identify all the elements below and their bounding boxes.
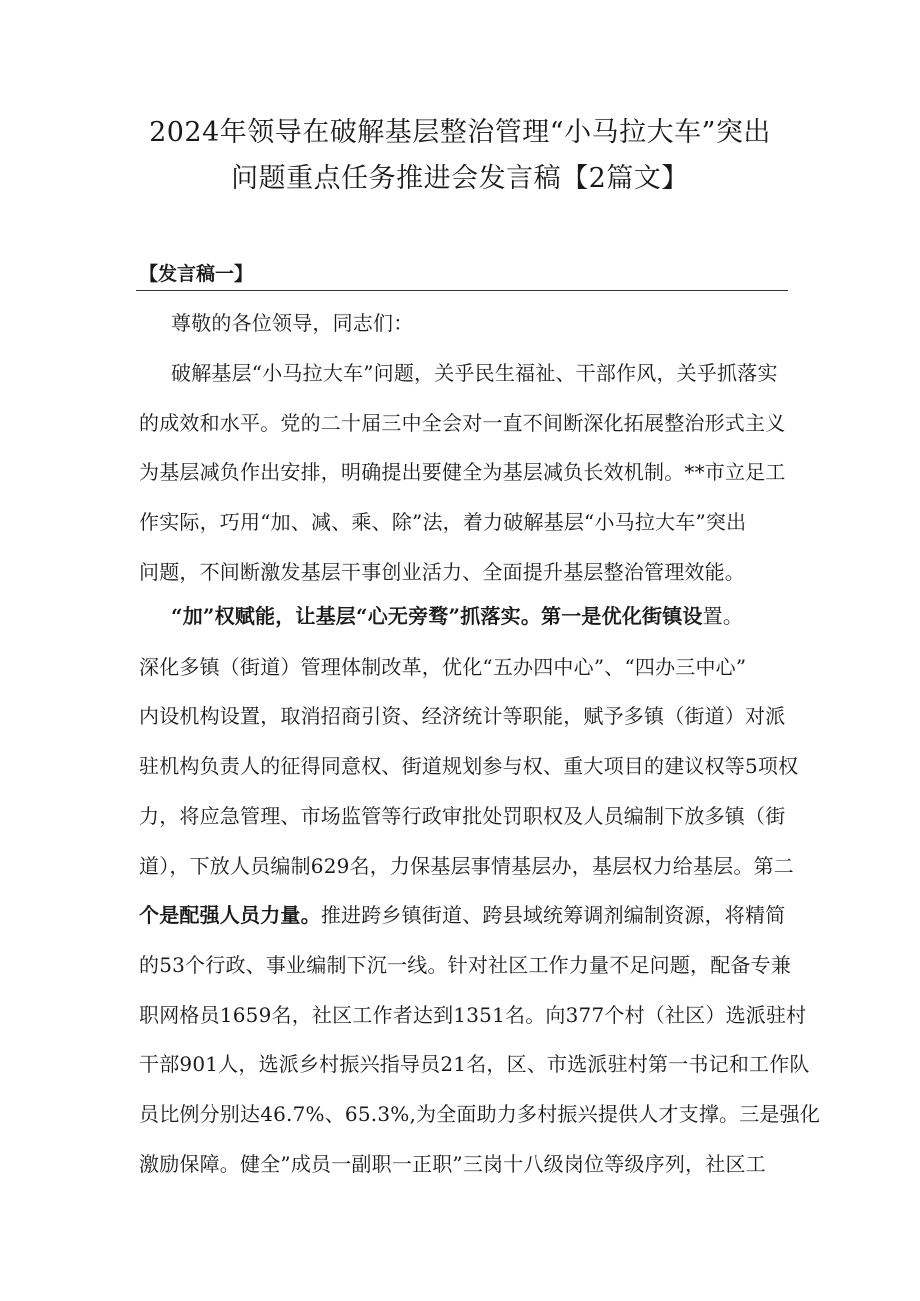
body-line: 道），下放人员编制629名，力保基层事情基层办，基层权力给基层。第二 [139,854,794,878]
body-line: 问题，不间断激发基层干事创业活力、全面提升基层整治管理效能。 [139,560,745,584]
salutation: 尊敬的各位领导，同志们： [171,311,414,335]
section-divider [136,290,788,291]
body-line: 激励保障。健全”成员一副职一正职”三岗十八级岗位等级序列，社区工 [139,1152,766,1176]
section-heading: 【发言稿一】 [139,263,254,285]
title-line-2: 问题重点任务推进会发言稿【2篇文】 [231,163,689,194]
bold-lead: 个是配强人员力量。 [139,903,321,927]
body-line: 内设机构设置，取消招商引资、经济统计等职能，赋予多镇（街道）对派 [139,704,786,728]
bold-lead: “加”权赋能，让基层“心无旁骛”抓落实。第一是优化街镇设 [171,604,703,628]
body-line: 作实际，巧用“加、减、乘、除”法，着力破解基层“小马拉大车”突出 [139,510,747,534]
body-line [171,601,743,631]
body-line: 员比例分别达46.7%、65.3%,为全面助力多村振兴提供人才支撑。三是强化 [139,1102,821,1126]
body-line [139,900,785,930]
body-line: 的53个行政、事业编制下沉一线。针对社区工作力量不足问题，配备专兼 [139,953,792,977]
body-line: 力，将应急管理、市场监管等行政审批处罚职权及人员编制下放多镇（街 [139,804,786,828]
document-title [120,110,800,202]
body-line: 职网格员1659名，社区工作者达到1351名。向377个村（社区）选派驻村 [139,1003,807,1027]
body-line: 深化多镇（街道）管理体制改革，优化“五办四中心”、“四办三中心” [139,655,747,679]
body-text: 推进跨乡镇街道、跨县域统筹调剂编制资源，将精简 [320,903,786,927]
body-text: 置。 [702,604,744,628]
body-line: 为基层减负作出安排，明确提出要健全为基层减负长效机制。**市立足工 [139,460,786,484]
body-line: 破解基层“小马拉大车”问题，关乎民生福祉、干部作风，关乎抓落实 [171,361,778,385]
body-line: 驻机构负责人的征得同意权、街道规划参与权、重大项目的建议权等5项权 [139,754,799,778]
body-line: 干部901人，选派乡村振兴指导员21名，区、市选派驻村第一书记和工作队 [139,1052,810,1076]
body-line: 的成效和水平。党的二十届三中全会对一直不间断深化拓展整治形式主义 [139,411,786,435]
title-line-1: 2024年领导在破解基层整治管理“小马拉大车”突出 [149,117,771,148]
